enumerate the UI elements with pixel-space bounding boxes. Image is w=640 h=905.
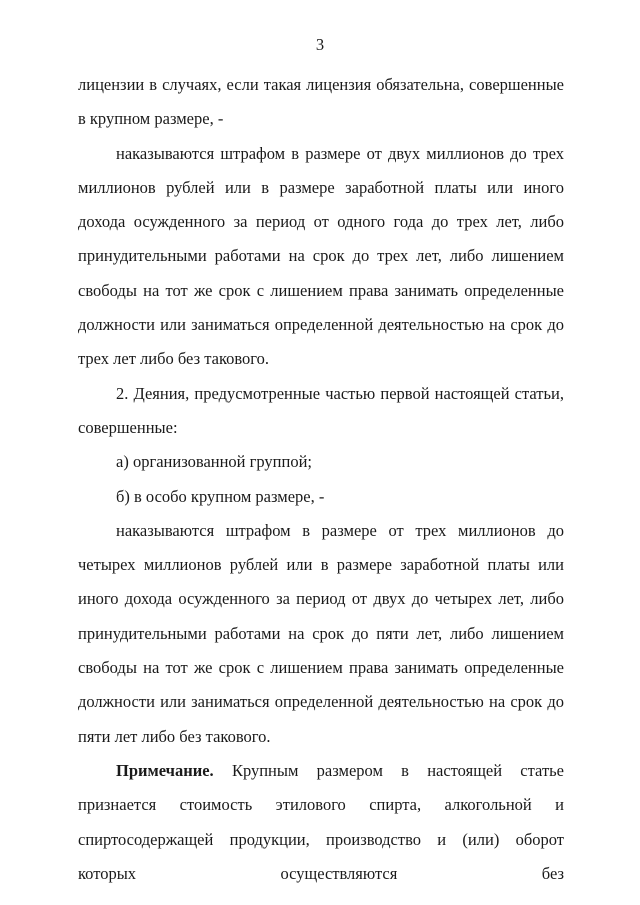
paragraph-part-2-intro: 2. Деяния, предусмотренные частью первой настоящей статьи, совершенные: <box>78 383 564 437</box>
paragraph-license-continuation: лицензии в случаях, если такая лицензия обязательна, совершенные в крупном размере, - <box>78 75 564 129</box>
list-item-organized-group: а) организованной группой; <box>116 452 313 472</box>
paragraph-penalty-part-2: наказываются штрафом в размере от трех миллионов до четырех миллионов рублей или в размере заработной платы или иного дохода осужденного за период от двух до четырех лет, либо принудительными работами на срок до пяти лет, либо лишением свободы на тот же срок с лишением права занимать определенные должности или заниматься определенной деятельностью на срок до пяти лет либо без такового. <box>78 520 564 746</box>
note-label: Примечание. <box>116 760 214 780</box>
paragraph-note <box>78 754 564 891</box>
note-text: Крупным размером в настоящей статье признается стоимость этилового спирта, алкогольной и спиртосодержащей продукции, производство и (или) оборот которых осуществляются без <box>78 760 564 883</box>
list-item-especially-large: б) в особо крупном размере, - <box>116 486 325 506</box>
page-number: 3 <box>315 35 325 54</box>
paragraph-penalty-part-1: наказываются штрафом в размере от двух миллионов до трех миллионов рублей или в размере заработной платы или иного дохода осужденного за период от одного года до трех лет, либо принудительными работами на срок до трех лет, либо лишением свободы на тот же срок с лишением права занимать определенные должности или заниматься определенной деятельностью на срок до трех лет либо без такового. <box>78 143 564 369</box>
document-body <box>78 68 564 891</box>
